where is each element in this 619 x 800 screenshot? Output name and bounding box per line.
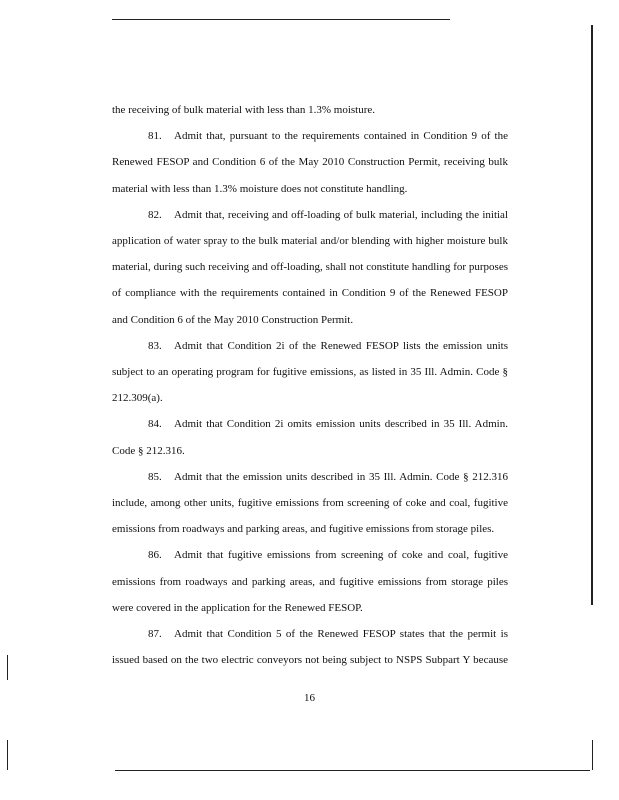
paragraph-number: 87.: [148, 628, 162, 640]
paragraph-number: 85.: [148, 470, 162, 483]
text-line: Code § 212.316.: [112, 444, 185, 457]
text-line: 212.309(a).: [112, 392, 163, 405]
paragraph-number: 84.: [148, 418, 162, 431]
text-line: include, among other units, fugitive emissions from screening of coke and coal, fugitive: [112, 497, 508, 509]
scan-left-mark: [7, 655, 8, 680]
text-line: material, during such receiving and off-loading, shall not constitute handling for purposes: [112, 261, 508, 274]
paragraph-number: 82.: [148, 208, 162, 221]
text-line: Admit that Condition 2i of the Renewed FESOP lists the emission units: [174, 339, 508, 352]
text-line: Admit that, receiving and off-loading of bulk material, including the initial: [174, 208, 508, 221]
text-line: Renewed FESOP and Condition 6 of the May 2010 Construction Permit, receiving bulk: [112, 156, 508, 169]
page-number: 16: [304, 692, 315, 704]
text-line: material with less than 1.3% moisture does not constitute handling.: [112, 182, 408, 195]
text-line: emissions from roadways and parking areas, and fugitive emissions from storage piles.: [112, 523, 495, 536]
text-line: application of water spray to the bulk material and/or blending with higher moisture bulk: [112, 235, 508, 247]
scan-right-mark: [592, 740, 593, 770]
text-line: Admit that Condition 5 of the Renewed FESOP states that the permit is: [174, 628, 508, 640]
text-line: issued based on the two electric conveyors not being subject to NSPS Subpart Y because: [112, 654, 508, 667]
text-line: Admit that fugitive emissions from screening of coke and coal, fugitive: [174, 549, 508, 562]
text-line: and Condition 6 of the May 2010 Construction Permit.: [112, 313, 354, 326]
text-line: the receiving of bulk material with less than 1.3% moisture.: [112, 104, 376, 116]
text-line: Admit that the emission units described in 35 Ill. Admin. Code § 212.316: [174, 470, 508, 483]
scan-top-rule: [112, 19, 450, 20]
scan-bottom-rule: [115, 770, 590, 771]
text-line: subject to an operating program for fugitive emissions, as listed in 35 Ill. Admin. Code §: [112, 366, 508, 378]
text-line: Admit that Condition 2i omits emission units described in 35 Ill. Admin.: [174, 418, 508, 431]
text-line: emissions from roadways and parking areas, and fugitive emissions from storage piles: [112, 575, 508, 588]
text-line: of compliance with the requirements contained in Condition 9 of the Renewed FESOP: [112, 287, 508, 300]
scan-left-mark: [7, 740, 8, 770]
paragraph-number: 83.: [148, 339, 162, 352]
text-line: Admit that, pursuant to the requirements contained in Condition 9 of the: [174, 130, 508, 143]
scan-right-edge: [591, 25, 593, 605]
text-line: were covered in the application for the Renewed FESOP.: [112, 601, 363, 614]
paragraph-number: 86.: [148, 549, 162, 562]
paragraph-number: 81.: [148, 130, 162, 143]
